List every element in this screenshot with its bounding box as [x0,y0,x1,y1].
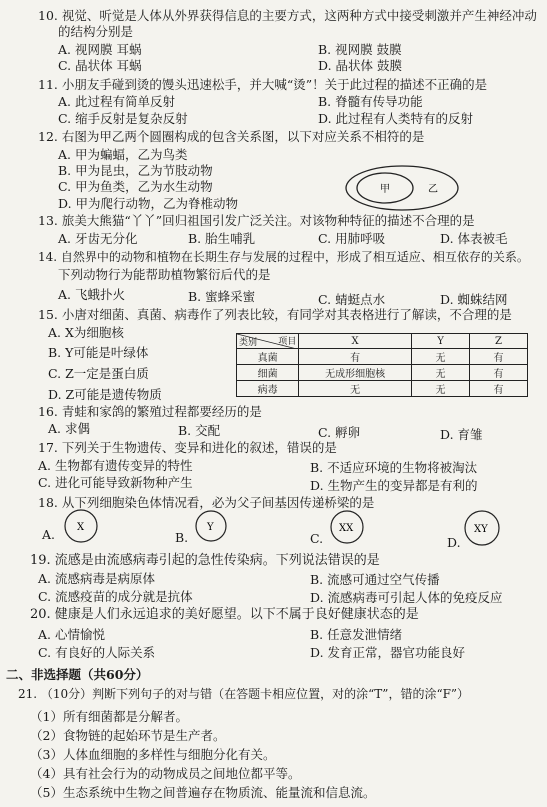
table-cell: 无成形细胞核 [299,365,412,381]
cell-b-chromosome: Y [207,522,214,533]
table-cell: 细菌 [237,365,299,381]
q13-option-b: B. 胎生哺乳 [188,231,256,246]
table-cell: 无 [412,381,470,397]
q15-stem: 15. 小唐对细菌、真菌、病毒作了列表比较，有同学对其表格进行了解读，不合理的是 [38,307,512,322]
table-cell: 病毒 [237,381,299,397]
q12-option-c: C. 甲为鱼类，乙为水生动物 [58,179,213,194]
q19-option-a: A. 流感病毒是病原体 [38,571,155,586]
corner-label-item: 项目 [278,337,297,347]
table-header-row [237,334,528,349]
q16-option-d: D. 育雏 [440,427,483,442]
q11-option-a: A. 此过程有简单反射 [58,94,175,109]
q12-option-b: B. 甲为昆虫，乙为节肢动物 [58,163,213,178]
q13-option-a: A. 牙齿无分化 [58,231,138,246]
q15-option-c: C. Z一定是蛋白质 [48,366,149,381]
circle-yi [346,166,458,210]
table-cell: 无 [412,365,470,381]
q20-stem: 20. 健康是人们永远追求的美好愿望。以下不属于良好健康状态的是 [30,607,419,622]
q18-option-a: A. [42,527,56,542]
label-yi: 乙 [428,184,438,195]
q20-option-a: A. 心情愉悦 [38,627,105,642]
q15-option-a: A. X为细胞核 [48,325,124,340]
q17-option-c: C. 进化可能导致新物种产生 [38,475,193,490]
comparison-table [236,333,528,397]
table-cell: 有 [470,381,528,397]
q14-option-d: D. 蜘蛛结网 [440,292,508,307]
cell-c-chromosome: XX [339,523,354,534]
table-cell: 有 [470,365,528,381]
table-header-z: Z [470,334,528,349]
corner-label-category: 类别 [239,338,258,348]
q12-option-d: D. 甲为爬行动物，乙为脊椎动物 [58,196,239,211]
q19-stem: 19. 流感是由流感病毒引起的急性传染病。下列说法错误的是 [30,553,380,568]
table-row [237,365,528,381]
table-header-y: Y [412,334,470,349]
q18-option-d: D. [447,535,461,550]
q10-stem-1: 10. 视觉、听觉是人体从外界获得信息的主要方式，这两种方式中接受刺激并产生神经冲动 [38,8,537,23]
q13-stem: 13. 旅美大熊猫“丫丫”回归祖国引发广泛关注。对该物种特征的描述不合理的是 [38,213,475,228]
q19-option-d: D. 流感病毒可引起人体的免疫反应 [310,590,503,605]
q18-option-b: B. [175,530,189,545]
q21-stem: 21. （10分）判断下列句子的对与错（在答题卡相应位置，对的涂“T”，错的涂“F”） [18,687,470,701]
table-row [237,381,528,397]
cell-a-icon [62,507,100,545]
q11-option-b: B. 脊髓有传导功能 [318,94,423,109]
q16-option-a: A. 求偶 [48,421,90,436]
q19-option-c: C. 流感疫苗的成分就是抗体 [38,589,193,604]
q18-stem: 18. 从下列细胞染色体情况看，必为父子间基因传递桥梁的是 [38,495,375,510]
cell-c-icon [328,508,366,546]
q12-option-a: A. 甲为蝙蝠，乙为鸟类 [58,147,188,162]
q21-item-4: （4）具有社会行为的动物成员之间地位都平等。 [30,766,301,781]
q14-stem-2: 下列动物行为能帮助植物繁衍后代的是 [58,267,271,282]
q17-option-b: B. 不适应环境的生物将被淘汰 [310,460,478,475]
q16-stem: 16. 青蛙和家鸽的繁殖过程都要经历的是 [38,404,262,419]
q11-option-c: C. 缩手反射是复杂反射 [58,111,188,126]
label-jia: 甲 [380,184,390,195]
q14-option-a: A. 飞蛾扑火 [58,287,125,302]
q10-option-c: C. 晶状体 耳蜗 [58,58,142,73]
cell-a-chromosome: X [77,522,85,533]
q20-option-c: C. 有良好的人际关系 [38,645,156,660]
q17-option-d: D. 生物产生的变异都是有利的 [310,478,478,493]
q20-option-b: B. 任意发泄情绪 [310,627,403,642]
table-cell: 有 [299,349,412,365]
q12-stem: 12. 右图为甲乙两个圆圈构成的包含关系图，以下对应关系不相符的是 [38,129,425,144]
q14-stem-1: 14. 自然界中的动物和植物在长期生存与发展的过程中，形成了相互适应、相互依存的关系。 [38,250,529,264]
q11-option-d: D. 此过程有人类特有的反射 [318,111,474,126]
venn-diagram [340,163,470,213]
q10-option-a: A. 视网膜 耳蜗 [58,42,142,57]
table-cell: 有 [470,349,528,365]
table-corner-cell [237,334,299,349]
q21-item-1: （1）所有细菌都是分解者。 [30,709,188,724]
q21-item-3: （3）人体血细胞的多样性与细胞分化有关。 [30,747,276,762]
q10-option-d: D. 晶状体 鼓膜 [318,58,402,73]
q20-option-d: D. 发育正常，器官功能良好 [310,645,466,660]
q10-stem-2: 的结构分别是 [58,24,134,39]
section-title: 二、非选择题（共60分） [6,667,149,682]
table-cell: 真菌 [237,349,299,365]
q16-option-c: C. 孵卵 [318,425,361,440]
q14-option-c: C. 蜻蜓点水 [318,292,386,307]
table-row [237,349,528,365]
q19-option-b: B. 流感可通过空气传播 [310,572,440,587]
q13-option-d: D. 体表被毛 [440,231,508,246]
cell-b-icon [193,508,229,544]
q11-stem: 11. 小朋友手碰到烫的馒头迅速松手，并大喊“烫”！关于此过程的描述不正确的是 [38,77,488,92]
q14-option-b: B. 蜜蜂采蜜 [188,289,256,304]
q21-item-5: （5）生态系统中生物之间普遍存在物质流、能量流和信息流。 [30,785,376,800]
q15-option-b: B. Y可能是叶绿体 [48,345,149,360]
table-cell: 无 [299,381,412,397]
cell-d-chromosome: XY [474,524,488,535]
q15-option-d: D. Z可能是遗传物质 [48,387,162,402]
cell-d-icon [462,508,502,548]
q17-stem: 17. 下列关于生物遗传、变异和进化的叙述，错误的是 [38,440,337,455]
q13-option-c: C. 用肺呼吸 [318,231,386,246]
q16-option-b: B. 交配 [178,423,221,438]
q17-option-a: A. 生物都有遗传变异的特性 [38,458,193,473]
q21-item-2: （2）食物链的起始环节是生产者。 [30,728,226,743]
table-header-x: X [299,334,412,349]
q18-option-c: C. [310,531,324,546]
table-cell: 无 [412,349,470,365]
q10-option-b: B. 视网膜 鼓膜 [318,42,402,57]
